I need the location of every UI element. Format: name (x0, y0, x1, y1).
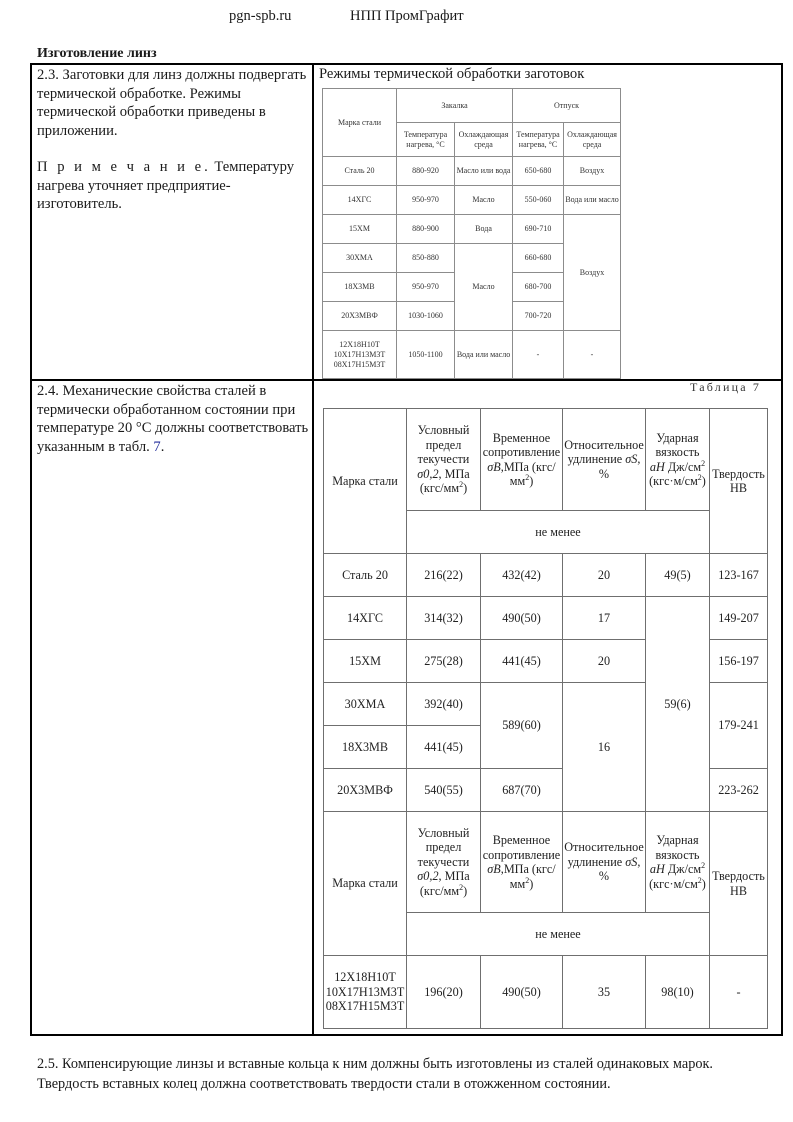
header-hardness: Твердость НВ (710, 812, 768, 956)
cell-yield: 392(40) (407, 683, 481, 726)
header-text: Условный предел текучести (417, 423, 470, 467)
table-row (324, 597, 768, 640)
cell-tensile: 589(60) (481, 683, 563, 769)
cell-tensile: 490(50) (481, 597, 563, 640)
table-row (324, 554, 768, 597)
cell-temper-medium: Воздух (564, 215, 621, 331)
clause-2-3-note (37, 158, 309, 214)
cell-temper-temp: 550-060 (513, 186, 564, 215)
superscript: 2 (697, 472, 702, 482)
superscript: 2 (459, 480, 464, 490)
cell-grade (323, 331, 397, 379)
cell-yield: 196(20) (407, 956, 481, 1029)
superscript: 2 (459, 882, 464, 892)
symbol: σS (625, 854, 638, 869)
cell-quench-medium: Вода или масло (455, 331, 513, 379)
table-row (323, 331, 621, 379)
cell-grade: 18Х3МВ (324, 726, 407, 769)
cell-quench-temp: 880-920 (397, 157, 455, 186)
header-text: , МПа (кгс/мм (419, 869, 470, 898)
cell-grade: Сталь 20 (323, 157, 397, 186)
header-impact (646, 409, 710, 511)
symbol: σ0,2 (417, 869, 439, 884)
grade-line: 08Х17Н15М3Т (333, 359, 386, 369)
cell-tensile: 432(42) (481, 554, 563, 597)
header-text: Временное сопротивление (482, 430, 561, 459)
table-7-caption: Таблица 7 (690, 380, 762, 394)
note-text: Температуру нагрева уточняет предприятие-изготовитель. (37, 159, 295, 212)
cell-temper-temp: 680-700 (513, 273, 564, 302)
symbol: σ0,2 (417, 466, 439, 481)
clause-2-5: 2.5. Компенсирующие линзы и вставные кольца к ним должны быть изготовлены из сталей одинаковых марок. Твердость вставных колец должна соответствовать твердости стали в отожженном состоянии. (37, 1056, 714, 1092)
cell-temper-temp: 660-680 (513, 244, 564, 273)
cell-yield: 216(22) (407, 554, 481, 597)
header-quench-temp: Температура нагрева, °С (397, 123, 455, 157)
clause-2-3-text: 2.3. Заготовки для линз должны подвергать термической обработке. Режимы термической обработки приведены в приложении. (37, 67, 307, 139)
header-text: ) (463, 481, 468, 496)
cell-grade: 14ХГС (324, 597, 407, 640)
header-text: (кгс·м/см (649, 876, 698, 891)
cell-hardness: 149-207 (710, 597, 768, 640)
header-text: ,МПа (кгс/ мм (500, 459, 556, 488)
superscript: 2 (525, 472, 530, 482)
cell-grade: 20Х3МВФ (323, 302, 397, 331)
header-row-repeat (324, 812, 768, 913)
superscript: 2 (701, 458, 706, 468)
cell-grade: 30ХМА (324, 683, 407, 726)
page-header (0, 4, 793, 24)
cell-tensile: 441(45) (481, 640, 563, 683)
superscript: 2 (525, 875, 530, 885)
cell-temper-temp: 700-720 (513, 302, 564, 331)
cell-grade: 18Х3МВ (323, 273, 397, 302)
cell-quench-temp: 1050-1100 (397, 331, 455, 379)
table-row (324, 956, 768, 1029)
header-tensile (481, 409, 563, 511)
symbol: σS (625, 452, 638, 467)
cell-quench-medium: Масло (455, 186, 513, 215)
section-title: Изготовление линз (37, 46, 157, 61)
header-text: Ударная вязкость (655, 833, 700, 862)
grade-line: 12Х18Н10Т (334, 970, 396, 985)
header-text: Дж/см (664, 862, 702, 876)
cell-quench-temp: 1030-1060 (397, 302, 455, 331)
cell-yield: 441(45) (407, 726, 481, 769)
header-text: ) (529, 474, 534, 488)
header-yield (407, 409, 481, 511)
period: . (160, 438, 165, 455)
header-text: Ударная вязкость (655, 430, 700, 459)
header-hardness: Твердость НВ (710, 409, 768, 554)
header-text: ) (463, 883, 468, 898)
header-min-note: не менее (407, 913, 710, 956)
heat-treatment-table (322, 88, 621, 379)
cell-yield: 275(28) (407, 640, 481, 683)
header-elongation (563, 812, 646, 913)
cell-temper-medium: - (564, 331, 621, 379)
header-text: Условный предел текучести (417, 825, 470, 869)
symbol: σB (487, 459, 501, 474)
grade-line: 10Х17Н13М3Т (333, 349, 386, 359)
symbol: σB (487, 862, 501, 876)
cell-quench-medium: Масло (455, 244, 513, 331)
cell-temper-temp: - (513, 331, 564, 379)
heat-treatment-title: Режимы термической обработки заготовок (319, 66, 585, 82)
header-text: ) (701, 474, 706, 488)
header-tensile (481, 812, 563, 913)
cell-quench-medium: Вода (455, 215, 513, 244)
superscript: 2 (697, 875, 702, 885)
cell-quench-temp: 950-970 (397, 186, 455, 215)
cell-elongation: 17 (563, 597, 646, 640)
cell-grade: 15ХМ (324, 640, 407, 683)
cell-quench-medium: Масло или вода (455, 157, 513, 186)
cell-grade: 30ХМА (323, 244, 397, 273)
cell-tensile: 490(50) (481, 956, 563, 1029)
cell-impact: 49(5) (646, 554, 710, 597)
grade-line: 08Х17Н15М3Т (325, 999, 405, 1014)
cell-quench-temp: 850-880 (397, 244, 455, 273)
header-text: , % (598, 854, 641, 884)
cell-grade: Сталь 20 (324, 554, 407, 597)
cell-yield: 540(55) (407, 769, 481, 812)
symbol: aH (649, 459, 665, 474)
cell-temper-medium: Вода или масло (564, 186, 621, 215)
header-row (324, 409, 768, 511)
clause-2-3 (37, 66, 309, 214)
table-row (323, 186, 621, 215)
grade-line: 12Х18Н10Т (339, 339, 380, 349)
cell-tensile: 687(70) (481, 769, 563, 812)
cell-impact: 98(10) (646, 956, 710, 1029)
header-min-note: не менее (407, 511, 710, 554)
cell-hardness: - (710, 956, 768, 1029)
header-quench: Закалка (397, 89, 513, 123)
header-elongation (563, 409, 646, 511)
header-text: Временное сопротивление (482, 833, 561, 862)
header-grade: Марка стали (324, 812, 407, 956)
cell-elongation: 20 (563, 554, 646, 597)
column-divider (312, 63, 314, 1034)
cell-hardness: 123-167 (710, 554, 768, 597)
header-text: ) (701, 876, 706, 891)
header-text: , % (598, 452, 641, 481)
header-temper-medium: Охлаждающая среда (564, 123, 621, 157)
header-text: , МПа (кгс/мм (419, 466, 470, 496)
table-row (323, 215, 621, 244)
clause-2-4-text: 2.4. Механические свойства сталей в термически обработанном состоянии при температуре 20 °С должны соответствовать указанным в табл. (37, 383, 309, 455)
header-text: Дж/см (664, 459, 702, 474)
header-grade: Марка стали (323, 89, 397, 157)
header-temper-temp: Температура нагрева, °С (513, 123, 564, 157)
header-grade: Марка стали (324, 409, 407, 554)
header-impact (646, 812, 710, 913)
note-label: П р и м е ч а н и е. (37, 159, 211, 175)
symbol: aH (649, 862, 665, 876)
header-text: (кгс·м/см (649, 474, 698, 488)
cell-yield: 314(32) (407, 597, 481, 640)
cell-elongation: 20 (563, 640, 646, 683)
table-7-link[interactable]: 7 (153, 438, 161, 455)
cell-hardness: 179-241 (710, 683, 768, 769)
header-text: Относительное удлинение (564, 437, 644, 467)
header-quench-medium: Охлаждающая среда (455, 123, 513, 157)
clause-2-4 (37, 382, 309, 456)
table-row (323, 157, 621, 186)
cell-temper-temp: 690-710 (513, 215, 564, 244)
cell-grade: 15ХМ (323, 215, 397, 244)
cell-elongation: 35 (563, 956, 646, 1029)
header-text: ) (529, 876, 534, 891)
mechanical-properties-table (323, 408, 768, 1029)
cell-hardness: 223-262 (710, 769, 768, 812)
header-yield (407, 812, 481, 913)
grade-line: 10Х17Н13М3Т (325, 984, 405, 999)
cell-temper-medium: Воздух (564, 157, 621, 186)
site-name: pgn-spb.ru (229, 8, 292, 24)
cell-impact: 59(6) (646, 597, 710, 812)
cell-elongation: 16 (563, 683, 646, 812)
row-divider (30, 379, 781, 381)
cell-quench-temp: 880-900 (397, 215, 455, 244)
header-text: ,МПа (кгс/ мм (500, 862, 556, 891)
header-text: Относительное удлинение (564, 840, 644, 869)
cell-grade: 14ХГС (323, 186, 397, 215)
organization-name: НПП ПромГрафит (350, 8, 464, 24)
cell-grade: 20Х3МВФ (324, 769, 407, 812)
cell-hardness: 156-197 (710, 640, 768, 683)
cell-grade (324, 956, 407, 1029)
cell-temper-temp: 650-680 (513, 157, 564, 186)
superscript: 2 (701, 860, 706, 870)
cell-quench-temp: 950-970 (397, 273, 455, 302)
header-temper: Отпуск (513, 89, 621, 123)
